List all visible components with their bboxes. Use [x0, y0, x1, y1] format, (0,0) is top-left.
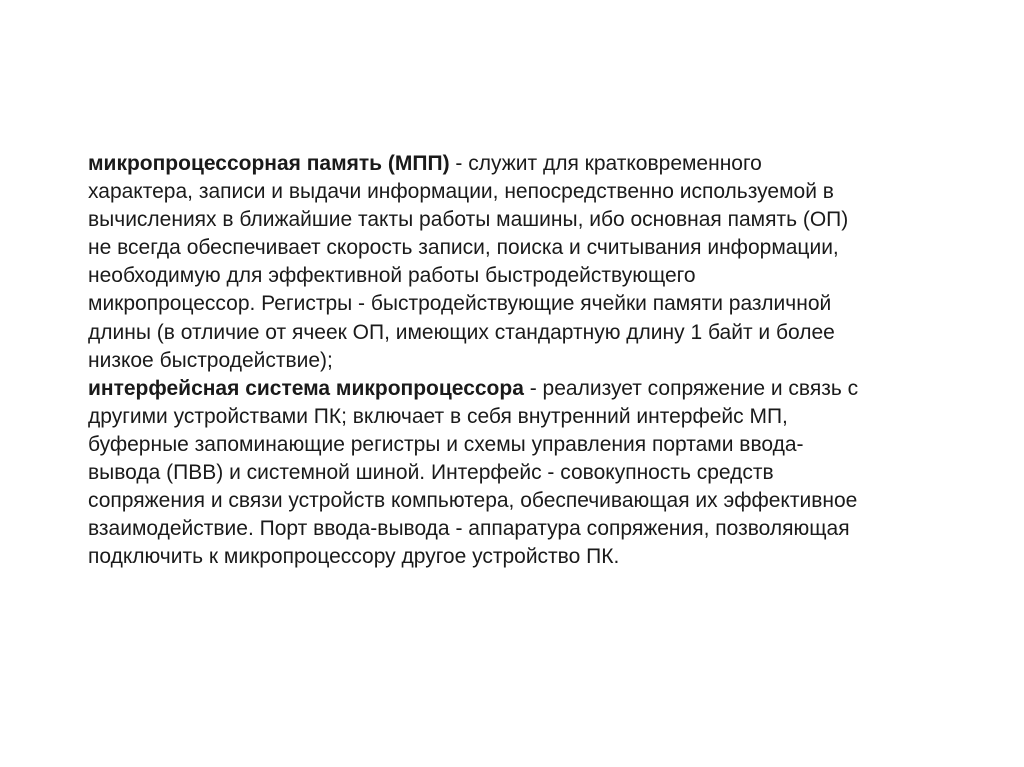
text-line [88, 375, 968, 403]
text-line: вычислениях в ближайшие такты работы машины, ибо основная память (ОП) [88, 208, 849, 232]
text-line: микропроцессор. Регистры - быстродействующие ячейки памяти различной [88, 292, 832, 316]
text-line: буферные запоминающие регистры и схемы управления портами ввода- [88, 432, 804, 456]
text-line: подключить к микропроцессору другое устройство ПК. [88, 545, 620, 569]
text-line: длины (в отличие от ячеек ОП, имеющих стандартную длину 1 байт и более [88, 320, 835, 344]
term-mpp: микропроцессорная память (МПП) [88, 152, 450, 175]
text-line: необходимую для эффективной работы быстродействующего [88, 264, 696, 288]
text-line: другими устройствами ПК; включает в себя внутренний интерфейс МП, [88, 404, 788, 428]
text-line: сопряжения и связи устройств компьютера, обеспечивающая их эффективное [88, 489, 858, 513]
text-line: не всегда обеспечивает скорость записи, поиска и считывания информации, [88, 236, 839, 260]
definition-text: - реализует сопряжение и связь с [523, 376, 859, 400]
definition-text: - служит для кратковременного [449, 152, 762, 175]
text-line: взаимодействие. Порт ввода-вывода - аппаратура сопряжения, позволяющая [88, 517, 850, 541]
paragraph-interface [88, 375, 968, 572]
term-interface-system: интерфейсная система микропроцессора [88, 376, 524, 400]
text-line: низкое быстродействие); [88, 348, 333, 372]
slide-text-block [88, 150, 968, 571]
text-line: характера, записи и выдачи информации, непосредственно используемой в [88, 180, 834, 204]
text-line: вывода (ПВВ) и системной шиной. Интерфейс - совокупность средств [88, 461, 774, 485]
text-line [88, 150, 968, 178]
paragraph-mpp [88, 150, 968, 375]
